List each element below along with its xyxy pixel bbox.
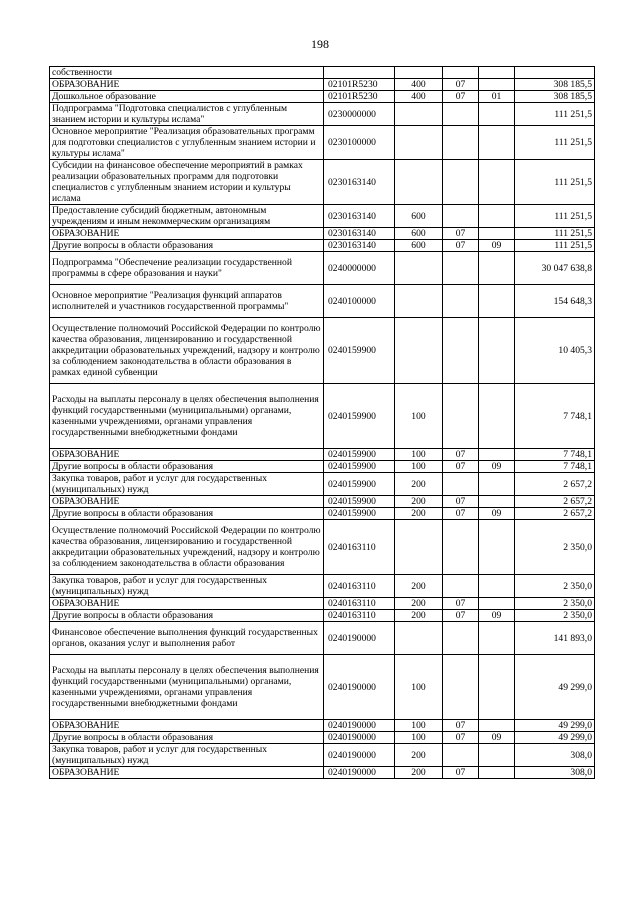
amount-cell: 2 350,0 [515, 598, 595, 610]
subsection-cell [479, 67, 515, 79]
target-article-cell: 0230100000 [324, 126, 395, 160]
expense-type-cell: 100 [395, 655, 443, 720]
row-name-cell: Подпрограмма "Подготовка специалистов с углубленным знанием истории и культуры ислама" [50, 103, 324, 126]
expense-type-cell: 600 [395, 205, 443, 228]
amount-cell: 2 657,2 [515, 496, 595, 508]
table-row [50, 252, 595, 285]
section-cell: 07 [443, 240, 479, 252]
row-name-cell: ОБРАЗОВАНИЕ [50, 228, 324, 240]
amount-cell: 308 185,5 [515, 79, 595, 91]
target-article-cell: 0240190000 [324, 744, 395, 767]
target-article-cell: 0240190000 [324, 622, 395, 655]
table-row [50, 160, 595, 205]
amount-cell: 2 350,0 [515, 610, 595, 622]
amount-cell: 154 648,3 [515, 285, 595, 318]
amount-cell [515, 67, 595, 79]
target-article-cell: 0240190000 [324, 655, 395, 720]
subsection-cell [479, 252, 515, 285]
row-name-cell: ОБРАЗОВАНИЕ [50, 79, 324, 91]
section-cell [443, 126, 479, 160]
section-cell: 07 [443, 91, 479, 103]
table-row [50, 508, 595, 520]
table-row [50, 720, 595, 732]
row-name-cell: ОБРАЗОВАНИЕ [50, 496, 324, 508]
amount-cell: 308,0 [515, 767, 595, 779]
amount-cell: 7 748,1 [515, 461, 595, 473]
target-article-cell: 0240163110 [324, 598, 395, 610]
subsection-cell [479, 622, 515, 655]
target-article-cell: 0230163140 [324, 205, 395, 228]
section-cell: 07 [443, 79, 479, 91]
amount-cell: 111 251,5 [515, 103, 595, 126]
subsection-cell [479, 126, 515, 160]
amount-cell: 308,0 [515, 744, 595, 767]
expense-type-cell: 600 [395, 228, 443, 240]
row-name-cell: Другие вопросы в области образования [50, 240, 324, 252]
table-row [50, 318, 595, 384]
table-row [50, 767, 595, 779]
table-row [50, 744, 595, 767]
subsection-cell [479, 318, 515, 384]
amount-cell: 2 350,0 [515, 520, 595, 575]
subsection-cell [479, 160, 515, 205]
section-cell: 07 [443, 598, 479, 610]
subsection-cell [479, 598, 515, 610]
expense-type-cell [395, 252, 443, 285]
section-cell: 07 [443, 610, 479, 622]
table-row [50, 67, 595, 79]
amount-cell: 308 185,5 [515, 91, 595, 103]
row-name-cell: Основное мероприятие "Реализация функций аппаратов исполнителей и участников государственной программы" [50, 285, 324, 318]
section-cell: 07 [443, 508, 479, 520]
target-article-cell: 0240159900 [324, 461, 395, 473]
section-cell: 07 [443, 767, 479, 779]
section-cell [443, 384, 479, 449]
row-name-cell: Осуществление полномочий Российской Федерации по контролю качества образования, лицензированию и государственной аккредитации образовательных учреждений, надзору и контролю за соблюдением законодательства в области образования в рамках единой субвенции [50, 318, 324, 384]
expense-type-cell [395, 67, 443, 79]
expense-type-cell [395, 520, 443, 575]
expense-type-cell: 200 [395, 575, 443, 598]
subsection-cell [479, 228, 515, 240]
table-row [50, 575, 595, 598]
target-article-cell: 0240163110 [324, 575, 395, 598]
target-article-cell: 0230163140 [324, 160, 395, 205]
table-row [50, 240, 595, 252]
subsection-cell [479, 103, 515, 126]
target-article-cell: 0240190000 [324, 732, 395, 744]
target-article-cell: 0240163110 [324, 520, 395, 575]
row-name-cell: Закупка товаров, работ и услуг для государственных (муниципальных) нужд [50, 744, 324, 767]
row-name-cell: ОБРАЗОВАНИЕ [50, 767, 324, 779]
expense-type-cell: 400 [395, 91, 443, 103]
amount-cell: 7 748,1 [515, 449, 595, 461]
row-name-cell: Закупка товаров, работ и услуг для государственных (муниципальных) нужд [50, 473, 324, 496]
amount-cell: 2 657,2 [515, 473, 595, 496]
row-name-cell: Расходы на выплаты персоналу в целях обеспечения выполнения функций государственными (муниципальными) органами, казенными учреждениями, органами управления государственными внебюджетными фондами [50, 384, 324, 449]
section-cell [443, 473, 479, 496]
target-article-cell [324, 67, 395, 79]
target-article-cell: 0240163110 [324, 610, 395, 622]
subsection-cell [479, 575, 515, 598]
target-article-cell: 0240190000 [324, 767, 395, 779]
expense-type-cell [395, 103, 443, 126]
subsection-cell: 01 [479, 91, 515, 103]
target-article-cell: 0230163140 [324, 240, 395, 252]
row-name-cell: Финансовое обеспечение выполнения функций государственных органов, оказания услуг и выполнения работ [50, 622, 324, 655]
target-article-cell: 02101R5230 [324, 79, 395, 91]
table-row [50, 473, 595, 496]
table-row [50, 449, 595, 461]
section-cell: 07 [443, 228, 479, 240]
subsection-cell [479, 473, 515, 496]
table-row [50, 520, 595, 575]
subsection-cell [479, 520, 515, 575]
section-cell [443, 575, 479, 598]
subsection-cell: 09 [479, 732, 515, 744]
expense-type-cell [395, 318, 443, 384]
expense-type-cell [395, 285, 443, 318]
expense-type-cell: 200 [395, 610, 443, 622]
expense-type-cell [395, 160, 443, 205]
section-cell [443, 744, 479, 767]
budget-table [49, 66, 595, 779]
row-name-cell: Основное мероприятие "Реализация образовательных программ для подготовки специалистов с углубленным знанием истории и культуры ислама" [50, 126, 324, 160]
subsection-cell: 09 [479, 508, 515, 520]
subsection-cell [479, 744, 515, 767]
table-row [50, 610, 595, 622]
table-row [50, 126, 595, 160]
amount-cell: 111 251,5 [515, 160, 595, 205]
row-name-cell: Закупка товаров, работ и услуг для государственных (муниципальных) нужд [50, 575, 324, 598]
target-article-cell: 0240159900 [324, 508, 395, 520]
target-article-cell: 0240000000 [324, 252, 395, 285]
expense-type-cell: 100 [395, 384, 443, 449]
target-article-cell: 0230000000 [324, 103, 395, 126]
row-name-cell: ОБРАЗОВАНИЕ [50, 598, 324, 610]
amount-cell: 49 299,0 [515, 732, 595, 744]
table-row [50, 461, 595, 473]
section-cell [443, 160, 479, 205]
subsection-cell: 09 [479, 240, 515, 252]
amount-cell: 49 299,0 [515, 655, 595, 720]
row-name-cell: Другие вопросы в области образования [50, 508, 324, 520]
amount-cell: 2 657,2 [515, 508, 595, 520]
subsection-cell [479, 285, 515, 318]
target-article-cell: 0240159900 [324, 384, 395, 449]
amount-cell: 141 893,0 [515, 622, 595, 655]
table-row [50, 103, 595, 126]
page-number: 198 [311, 37, 329, 51]
row-name-cell: Осуществление полномочий Российской Федерации по контролю качества образования, лицензированию и государственной аккредитации образовательных учреждений, надзору и контролю за соблюдением законодательства в области образования [50, 520, 324, 575]
expense-type-cell: 200 [395, 508, 443, 520]
row-name-cell: Другие вопросы в области образования [50, 732, 324, 744]
section-cell [443, 285, 479, 318]
table-row [50, 598, 595, 610]
expense-type-cell: 100 [395, 461, 443, 473]
target-article-cell: 0240190000 [324, 720, 395, 732]
expense-type-cell: 200 [395, 496, 443, 508]
section-cell [443, 103, 479, 126]
section-cell: 07 [443, 720, 479, 732]
target-article-cell: 0240159900 [324, 449, 395, 461]
amount-cell: 7 748,1 [515, 384, 595, 449]
row-name-cell: Субсидии на финансовое обеспечение мероприятий в рамках реализации образовательных программ для подготовки специалистов с углубленным знанием истории и культуры ислама [50, 160, 324, 205]
table-row [50, 384, 595, 449]
amount-cell: 111 251,5 [515, 126, 595, 160]
section-cell: 07 [443, 732, 479, 744]
row-name-cell: ОБРАЗОВАНИЕ [50, 720, 324, 732]
expense-type-cell [395, 126, 443, 160]
subsection-cell [479, 655, 515, 720]
section-cell: 07 [443, 496, 479, 508]
table-row [50, 79, 595, 91]
expense-type-cell: 200 [395, 598, 443, 610]
expense-type-cell: 200 [395, 744, 443, 767]
amount-cell: 49 299,0 [515, 720, 595, 732]
amount-cell: 10 405,3 [515, 318, 595, 384]
target-article-cell: 0240159900 [324, 496, 395, 508]
subsection-cell: 09 [479, 461, 515, 473]
table-row [50, 496, 595, 508]
expense-type-cell: 600 [395, 240, 443, 252]
expense-type-cell: 200 [395, 473, 443, 496]
target-article-cell: 02101R5230 [324, 91, 395, 103]
subsection-cell [479, 496, 515, 508]
row-name-cell: Другие вопросы в области образования [50, 461, 324, 473]
target-article-cell: 0240100000 [324, 285, 395, 318]
target-article-cell: 0230163140 [324, 228, 395, 240]
subsection-cell [479, 79, 515, 91]
subsection-cell [479, 449, 515, 461]
section-cell [443, 520, 479, 575]
table-row [50, 655, 595, 720]
expense-type-cell: 400 [395, 79, 443, 91]
subsection-cell [479, 384, 515, 449]
table-row [50, 622, 595, 655]
subsection-cell [479, 205, 515, 228]
table-row [50, 205, 595, 228]
row-name-cell: Другие вопросы в области образования [50, 610, 324, 622]
target-article-cell: 0240159900 [324, 473, 395, 496]
row-name-cell: Предоставление субсидий бюджетным, автономным учреждениям и иным некоммерческим организациям [50, 205, 324, 228]
expense-type-cell: 100 [395, 449, 443, 461]
table-row [50, 91, 595, 103]
section-cell [443, 67, 479, 79]
row-name-cell: собственности [50, 67, 324, 79]
row-name-cell: ОБРАЗОВАНИЕ [50, 449, 324, 461]
subsection-cell [479, 767, 515, 779]
section-cell: 07 [443, 449, 479, 461]
section-cell [443, 655, 479, 720]
amount-cell: 111 251,5 [515, 240, 595, 252]
expense-type-cell: 200 [395, 767, 443, 779]
amount-cell: 30 047 638,8 [515, 252, 595, 285]
row-name-cell: Дошкольное образование [50, 91, 324, 103]
table-row [50, 285, 595, 318]
row-name-cell: Расходы на выплаты персоналу в целях обеспечения выполнения функций государственными (муниципальными) органами, казенными учреждениями, органами управления государственными внебюджетными фондами [50, 655, 324, 720]
subsection-cell: 09 [479, 610, 515, 622]
table-row [50, 732, 595, 744]
expense-type-cell: 100 [395, 720, 443, 732]
amount-cell: 111 251,5 [515, 205, 595, 228]
expense-type-cell [395, 622, 443, 655]
section-cell [443, 622, 479, 655]
section-cell [443, 252, 479, 285]
budget-table-body [50, 67, 595, 779]
section-cell: 07 [443, 461, 479, 473]
subsection-cell [479, 720, 515, 732]
section-cell [443, 318, 479, 384]
amount-cell: 2 350,0 [515, 575, 595, 598]
expense-type-cell: 100 [395, 732, 443, 744]
amount-cell: 111 251,5 [515, 228, 595, 240]
target-article-cell: 0240159900 [324, 318, 395, 384]
section-cell [443, 205, 479, 228]
row-name-cell: Подпрограмма "Обеспечение реализации государственной программы в сфере образования и науки" [50, 252, 324, 285]
table-row [50, 228, 595, 240]
